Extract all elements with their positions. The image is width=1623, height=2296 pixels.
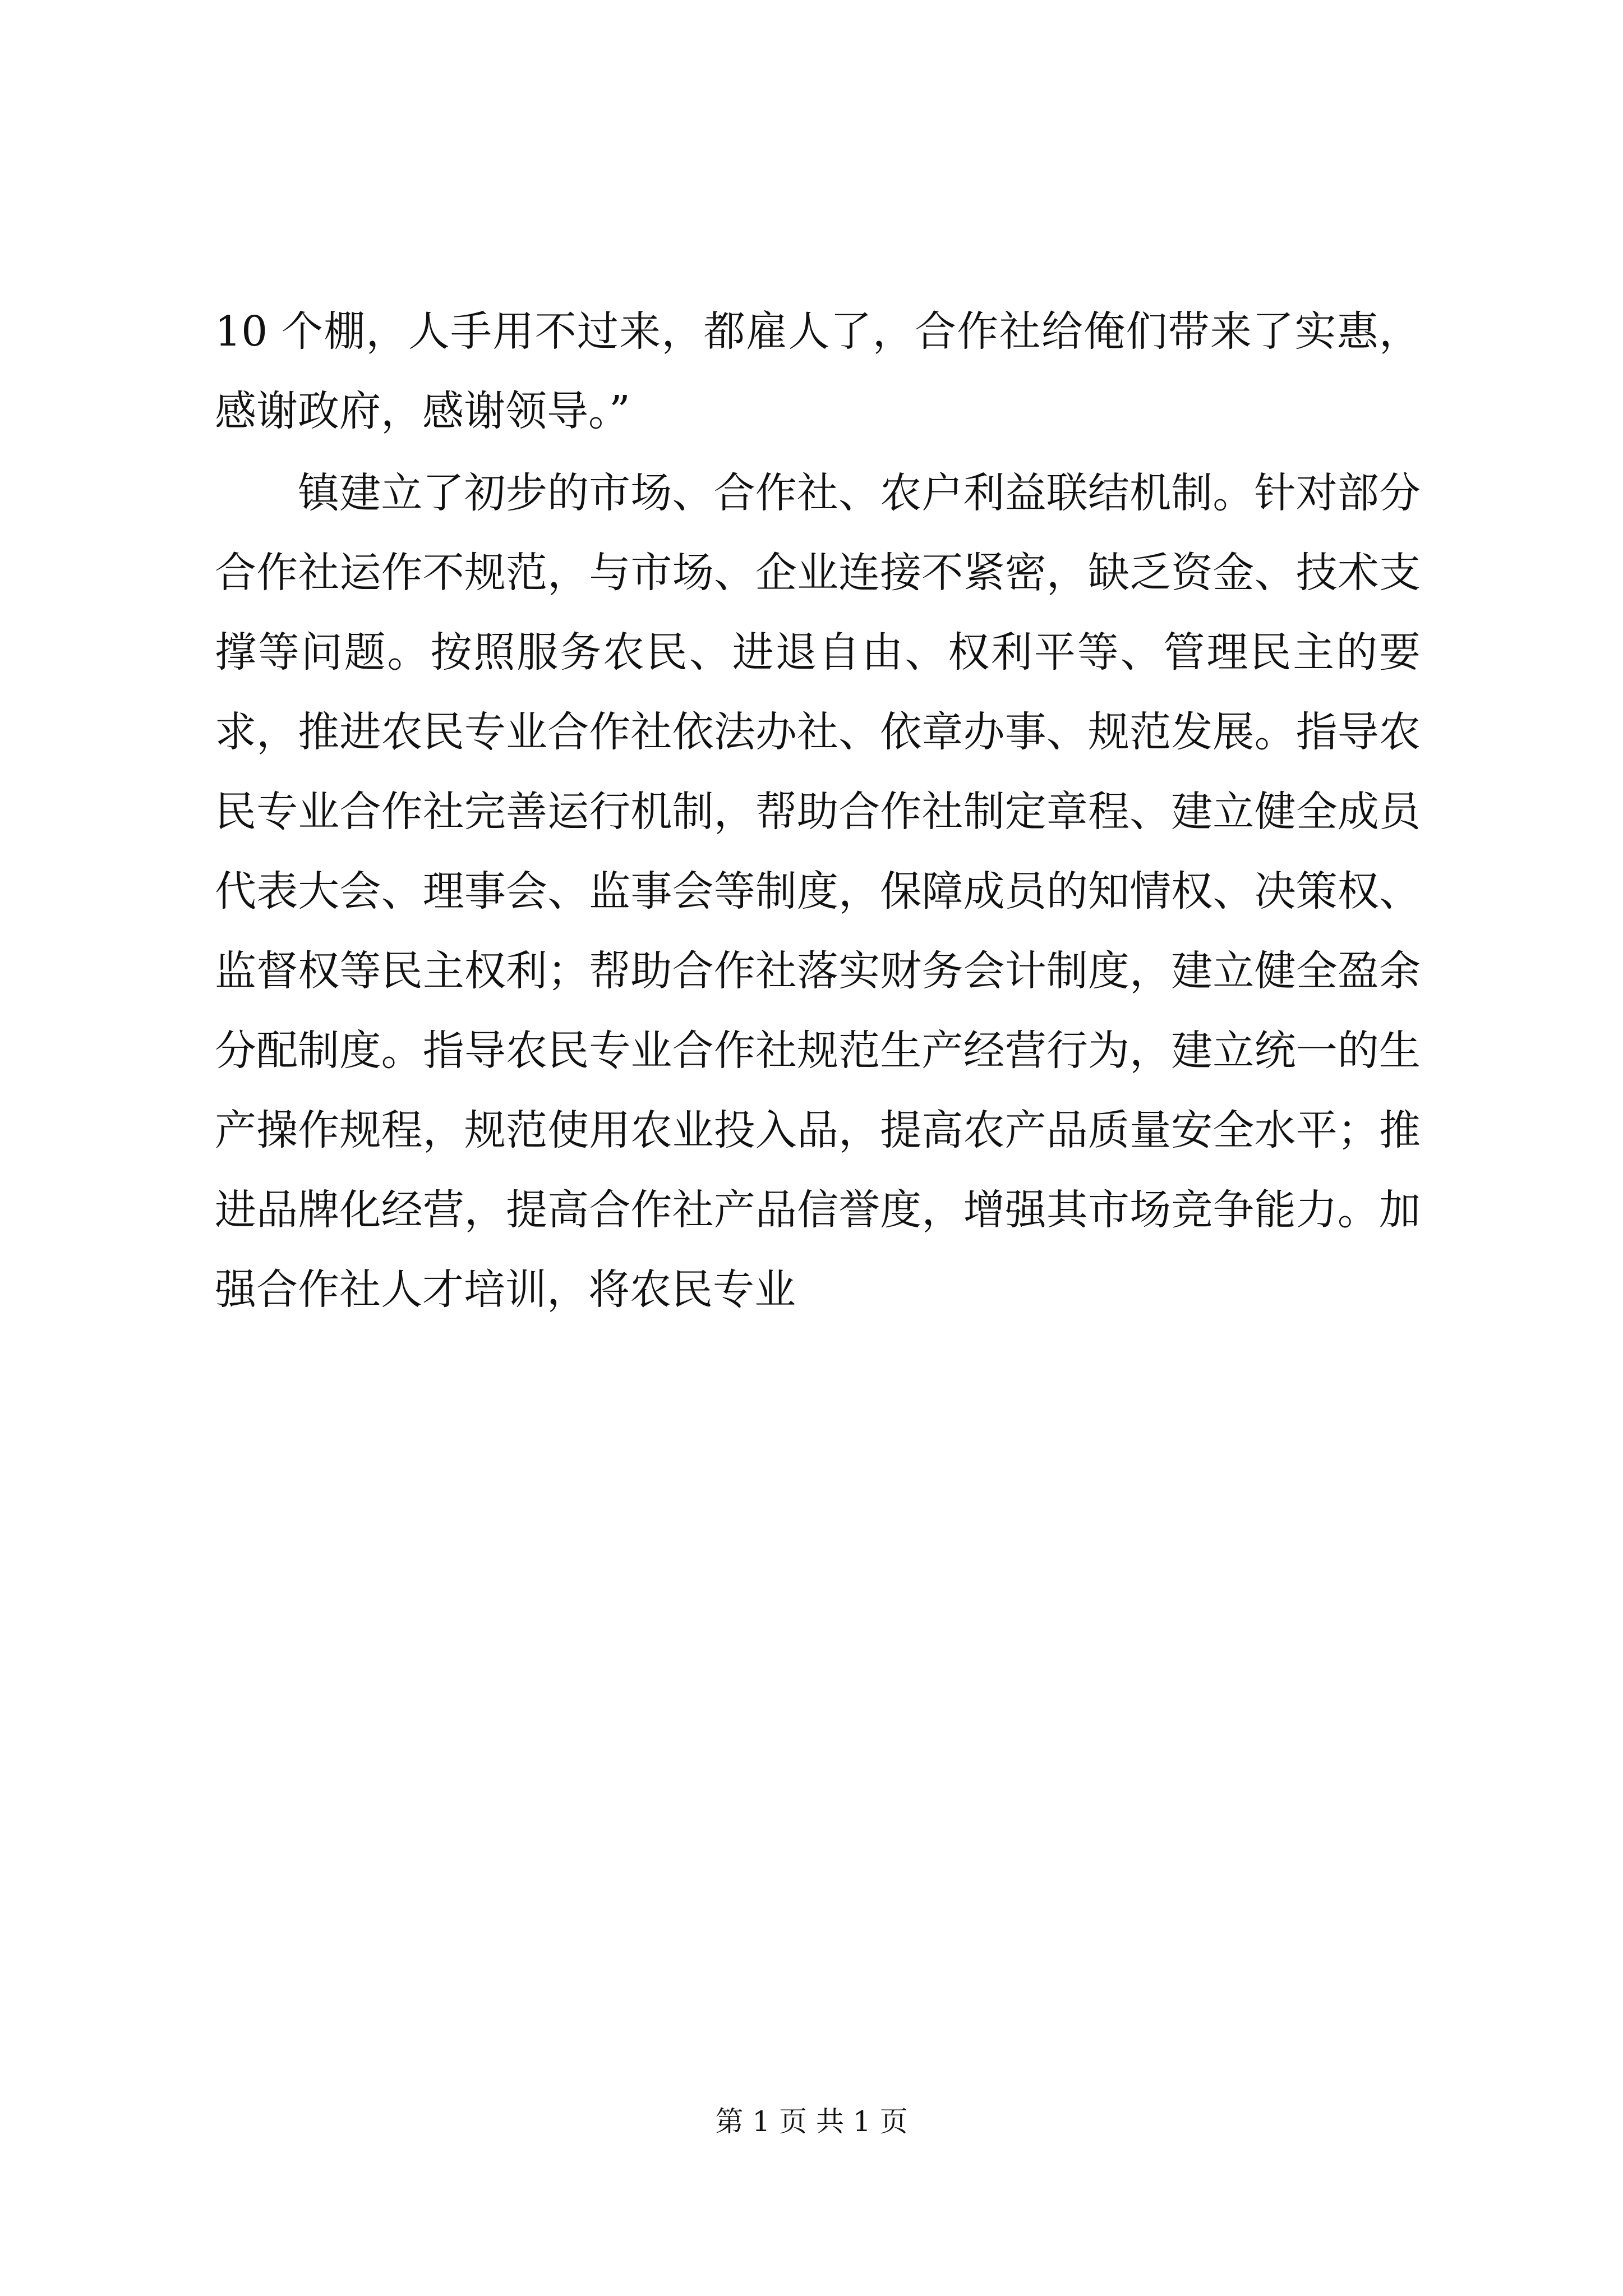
- page-footer: 第 1 页 共 1 页: [715, 2105, 908, 2138]
- document-body: [215, 292, 1421, 1329]
- paragraph-continuation: 10 个棚，人手用不过来，都雇人了，合作社给俺们带来了实惠，感谢政府，感谢领导。”: [215, 307, 1421, 435]
- paragraph-main: 镇建立了初步的市场、合作社、农户利益联结机制。针对部分合作社运作不规范，与市场、企业连接不紧密，缺乏资金、技术支撑等问题。按照服务农民、进退自由、权利平等、管理民主的要求，推进农民专业合作社依法办社、依章办事、规范发展。指导农民专业合作社完善运行机制，帮助合作社制定章程、建立健全成员代表大会、理事会、监事会等制度，保障成员的知情权、决策权、监督权等民主权利；帮助合作社落实财务会计制度，建立健全盈余分配制度。指导农民专业合作社规范生产经营行为，建立统一的生产操作规程，规范使用农业投入品，提高农产品质量安全水平；推进品牌化经营，提高合作社产品信誉度，增强其市场竞争能力。加强合作社人才培训，将农民专业: [215, 469, 1421, 1314]
